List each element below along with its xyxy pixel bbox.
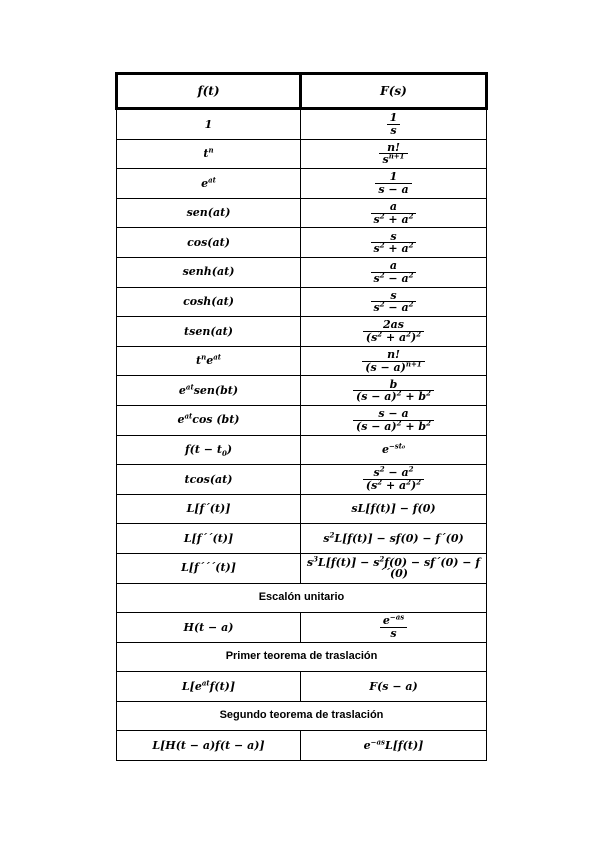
cell-ft (117, 405, 301, 435)
cell-ft (117, 672, 301, 702)
table-row (117, 731, 487, 761)
exponent: 2 (408, 270, 414, 280)
base: s (306, 555, 314, 569)
cell-ft: sen(at) (117, 198, 301, 228)
base: (s (365, 478, 378, 492)
exponent: n (201, 352, 207, 362)
fraction (353, 379, 434, 403)
exponent: 2 (396, 388, 402, 398)
fraction (371, 231, 417, 255)
term: + a (384, 212, 409, 226)
cell-fs (301, 228, 487, 258)
base: (s − a) (356, 419, 397, 433)
term: + b (401, 390, 427, 404)
table-row (117, 346, 487, 376)
table-row (117, 494, 487, 524)
cell-fs (301, 109, 487, 140)
exponent: n (208, 145, 214, 155)
table-row (117, 228, 487, 258)
exponent: 3 (313, 554, 318, 563)
table-row (117, 672, 487, 702)
fraction (363, 319, 424, 343)
header-ft: f(t) (117, 74, 301, 109)
cell-fs (301, 731, 487, 761)
base: e (382, 614, 390, 628)
exponent: 2 (379, 210, 385, 220)
table-row (117, 169, 487, 199)
term: L[f(t)] − sf(0) − f´(0) (334, 531, 464, 545)
cell-ft: L[f´´(t)] (117, 524, 301, 554)
term: ) (411, 478, 417, 492)
cell-fs (301, 405, 487, 435)
exponent: 2 (426, 388, 431, 398)
cell-fs (301, 346, 487, 376)
exponent: n+1 (405, 358, 422, 368)
table-row (117, 198, 487, 228)
fraction (371, 201, 417, 225)
term: sen(bt) (193, 383, 239, 397)
table-row (117, 376, 487, 406)
base: s (373, 301, 380, 315)
numerator: s (390, 288, 397, 302)
table-row (117, 435, 487, 465)
fraction (379, 142, 407, 166)
exponent: at (184, 411, 193, 421)
cell-fs (301, 435, 487, 465)
base: s (323, 531, 330, 545)
exponent: 2 (396, 418, 402, 428)
cell-fs (301, 257, 487, 287)
term: f(0) − sf´(0) − f´´(0) (378, 555, 481, 581)
term: cos (bt) (192, 413, 240, 427)
cell-ft: tcos(at) (117, 465, 301, 495)
exponent: 2 (408, 464, 414, 474)
base: s (382, 153, 389, 167)
denominator: s (387, 124, 401, 137)
base: s (373, 466, 380, 480)
cell-fs (301, 376, 487, 406)
exponent: 2 (426, 418, 431, 428)
exponent: 2 (329, 530, 335, 540)
denominator (353, 420, 434, 433)
exponent: at (185, 382, 194, 392)
term: L[f(t)] − s (317, 555, 380, 569)
fraction (371, 260, 417, 284)
cell-fs: F(s − a) (301, 672, 487, 702)
table-row (117, 613, 487, 643)
numerator: a (389, 259, 398, 273)
base: (s − a) (356, 390, 397, 404)
exponent: 2 (379, 299, 385, 309)
base: e (381, 443, 389, 457)
exponent: 2 (379, 554, 385, 563)
exponent: at (213, 352, 221, 362)
laplace-transform-table (115, 72, 488, 761)
denominator: s − a (375, 183, 411, 196)
cell-fs (301, 169, 487, 199)
fraction (371, 290, 417, 314)
base: e (206, 354, 214, 368)
cell-ft: L[f´(t)] (117, 494, 301, 524)
term: − a (384, 466, 409, 480)
numerator: 1 (389, 170, 398, 184)
table-row (117, 405, 487, 435)
denominator (362, 358, 424, 374)
section-row (117, 701, 487, 731)
table-row (117, 139, 487, 169)
cell-ft: cos(at) (117, 228, 301, 258)
table-row (117, 524, 487, 554)
exponent: 2 (416, 329, 422, 339)
denominator (371, 301, 417, 314)
exponent: 2 (408, 240, 414, 250)
denominator (371, 210, 417, 226)
section-title-segundo: Segundo teorema de traslación (117, 701, 487, 731)
table-header-row (117, 74, 487, 109)
denominator: s (380, 627, 407, 640)
exponent: 2 (377, 329, 383, 339)
cell-fs (301, 198, 487, 228)
cell-fs (301, 553, 487, 583)
section-row (117, 583, 487, 613)
header-fs: F(s) (301, 74, 487, 109)
base: e (363, 738, 371, 752)
cell-ft: tsen(at) (117, 317, 301, 347)
exponent: at (208, 175, 216, 185)
term: + a (382, 330, 407, 344)
term: f(t − t (184, 443, 222, 457)
cell-ft (117, 139, 301, 169)
base: (s (365, 330, 378, 344)
exponent: −as (389, 612, 405, 622)
cell-ft: L[H(t − a)f(t − a)] (117, 731, 301, 761)
denominator (353, 390, 434, 403)
cell-ft (117, 169, 301, 199)
denominator (363, 479, 424, 492)
numerator: s − a (378, 407, 409, 421)
table-row (117, 465, 487, 495)
fraction (375, 171, 411, 195)
fraction (353, 408, 434, 432)
term: L[f(t)] (384, 738, 424, 752)
base: s (373, 212, 380, 226)
fraction (387, 112, 401, 136)
cell-ft: L[f´´´(t)] (117, 553, 301, 583)
cell-fs (301, 465, 487, 495)
base: e (178, 383, 186, 397)
numerator: s (390, 229, 397, 243)
denominator (371, 272, 417, 285)
exponent: 2 (379, 464, 385, 474)
section-title-primer: Primer teorema de traslación (117, 642, 487, 672)
cell-ft (117, 376, 301, 406)
base: t (203, 147, 209, 161)
numerator: a (389, 200, 398, 214)
exponent: at (201, 678, 210, 688)
numerator: b (389, 377, 398, 391)
table-row (117, 553, 487, 583)
base: (s − a) (365, 360, 406, 374)
fraction (363, 464, 424, 492)
exponent: 2 (408, 299, 414, 309)
numerator: 1 (389, 111, 398, 125)
term: + b (401, 419, 427, 433)
term: + a (384, 242, 409, 256)
table-row (117, 257, 487, 287)
fraction (362, 349, 424, 373)
denominator (379, 153, 407, 166)
numerator: n! (387, 140, 400, 154)
fraction (380, 612, 407, 640)
cell-ft: cosh(at) (117, 287, 301, 317)
table-row (117, 317, 487, 347)
base: s (373, 271, 380, 285)
base: e (177, 413, 185, 427)
cell-ft: senh(at) (117, 257, 301, 287)
term: ) (226, 443, 233, 457)
cell-ft: H(t − a) (117, 613, 301, 643)
cell-ft (117, 435, 301, 465)
exponent: 2 (416, 477, 422, 487)
term: ) (411, 330, 417, 344)
exponent: 2 (377, 477, 383, 487)
cell-fs (301, 139, 487, 169)
term: + a (382, 478, 407, 492)
cell-fs (301, 524, 487, 554)
exponent: 2 (406, 477, 412, 487)
denominator (371, 242, 417, 255)
denominator (363, 331, 424, 344)
exponent: 2 (379, 240, 385, 250)
numerator: n! (387, 348, 400, 361)
exponent: −st₀ (388, 441, 406, 451)
base: s (373, 242, 380, 256)
section-row (117, 642, 487, 672)
cell-fs (301, 287, 487, 317)
cell-fs (301, 317, 487, 347)
numerator: 2as (383, 318, 404, 332)
cell-ft: 1 (117, 109, 301, 140)
exponent: 2 (408, 210, 414, 220)
numerator (363, 464, 424, 480)
term: f(t)] (209, 679, 236, 693)
exponent: n+1 (388, 151, 405, 161)
cell-fs (301, 613, 487, 643)
subscript: 0 (221, 449, 227, 459)
exponent: 2 (406, 329, 412, 339)
exponent: 2 (379, 270, 385, 280)
term: L[e (181, 679, 202, 693)
base: e (201, 176, 209, 190)
cell-ft (117, 346, 301, 376)
table-row (117, 287, 487, 317)
base: t (196, 354, 202, 368)
numerator (380, 612, 407, 628)
table-row (117, 109, 487, 140)
section-title-escalon: Escalón unitario (117, 583, 487, 613)
term: − a (384, 271, 409, 285)
cell-fs: sL[f(t)] − f(0) (301, 494, 487, 524)
term: − a (384, 301, 409, 315)
exponent: −as (370, 737, 385, 747)
